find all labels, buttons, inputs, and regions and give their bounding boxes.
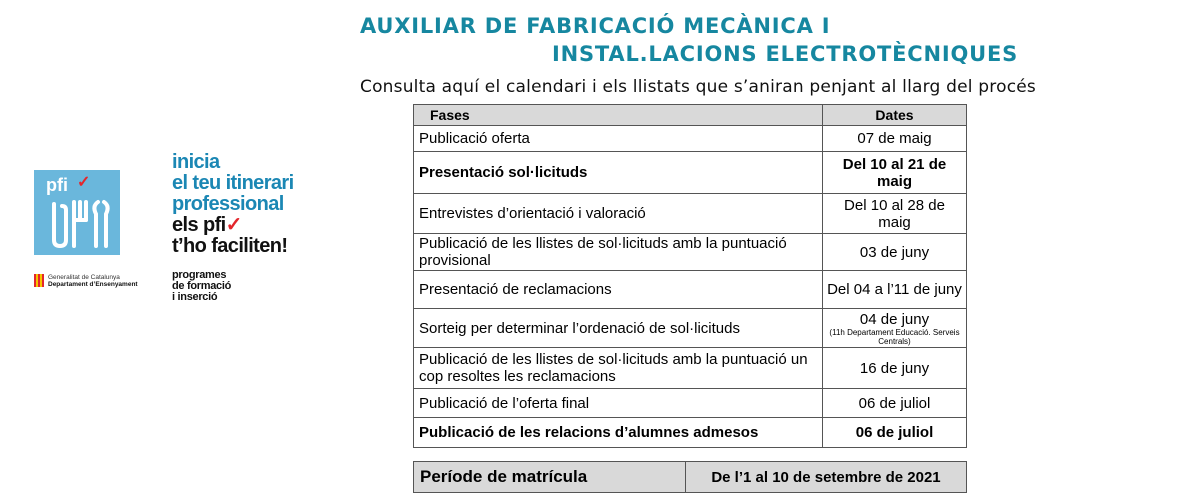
calendar-table [413,104,967,448]
date-cell: Del 10 al 21 de maig [823,152,967,194]
logo-slogan [172,152,322,257]
header-phases: Fases [414,105,823,126]
date-cell: 07 de maig [823,126,967,152]
table-header-row [414,105,967,126]
page-subtitle: Consulta aquí el calendari i els llistats que s’aniran penjant al llarg del procés [360,77,1036,97]
phase-cell: Publicació de les llistes de sol·licituds amb la puntuació un cop resoltes les reclamacions [414,348,823,389]
page-title-line-1: AUXILIAR DE FABRICACIÓ MECÀNICA I [360,14,831,38]
date-cell [823,309,967,348]
slogan-line-pfi [172,215,322,236]
date-note: (11h Departament Educació. Serveis Centrals) [829,327,960,346]
date-cell: 03 de juny [823,234,967,271]
date-value: 04 de juny [859,310,930,328]
phase-cell: Presentació de reclamacions [414,271,823,309]
table-row [414,152,967,194]
senyera-icon [34,274,44,287]
table-row [414,194,967,234]
check-icon: ✓ [77,174,91,191]
phase-cell: Publicació oferta [414,126,823,152]
programes-label [172,270,231,303]
date-cell: 06 de juliol [823,418,967,448]
date-cell: Del 04 a l’11 de juny [823,271,967,309]
phase-cell: Entrevistes d’orientació i valoració [414,194,823,234]
check-icon: ✓ [225,214,242,236]
header-dates: Dates [823,105,967,126]
enrollment-table [413,461,967,493]
slogan-line: el teu itinerari [172,172,294,194]
slogan-line: els pfi [172,214,226,236]
enrollment-dates: De l’1 al 10 de setembre de 2021 [686,462,967,493]
enrollment-row [414,462,967,493]
gencat-line-1: Generalitat de Catalunya [48,274,120,281]
table-row [414,126,967,152]
programes-line: i inserció [172,291,218,303]
pfi-label: pfi [46,175,68,195]
page-title-line-2: INSTAL.LACIONS ELECTROTÈCNIQUES [552,42,1019,66]
table-row [414,271,967,309]
slogan-line: t’ho faciliten! [172,235,288,257]
programes-line: de formació [172,280,232,292]
slogan-line: inicia [172,152,220,173]
slogan-line: professional [172,193,284,215]
table-row [414,309,967,348]
phase-cell: Publicació de l’oferta final [414,389,823,418]
programes-line: programes [172,269,227,281]
gencat-line-2: Departament d’Ensenyament [48,281,138,288]
date-cell: 16 de juny [823,348,967,389]
phase-cell: Publicació de les llistes de sol·licituds amb la puntuació provisional [414,234,823,271]
table-row [414,389,967,418]
date-cell: Del 10 al 28 de maig [823,194,967,234]
table-row [414,348,967,389]
phase-cell: Sorteig per determinar l’ordenació de sol·licituds [414,309,823,348]
phase-cell: Presentació sol·licituds [414,152,823,194]
table-row [414,418,967,448]
table-row [414,234,967,271]
phase-cell: Publicació de les relacions d’alumnes admesos [414,418,823,448]
date-cell: 06 de juliol [823,389,967,418]
enrollment-label: Període de matrícula [414,462,686,493]
pfi-logo [34,170,120,255]
